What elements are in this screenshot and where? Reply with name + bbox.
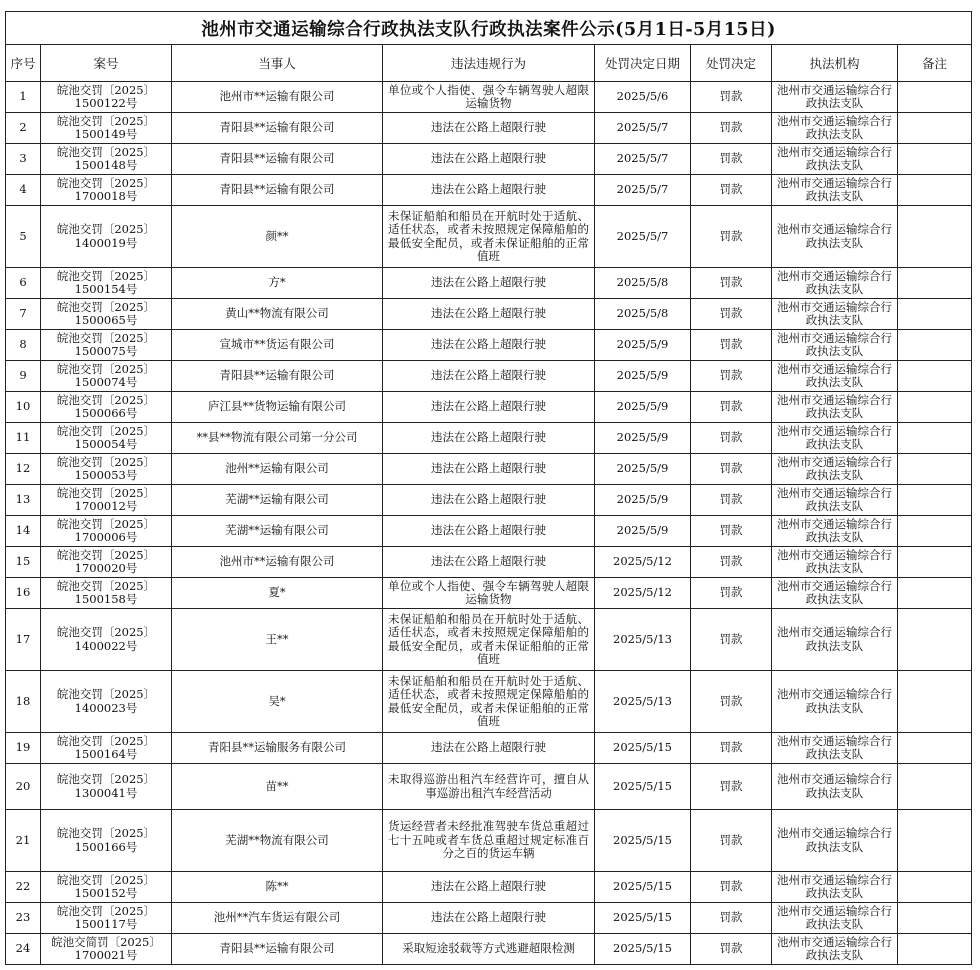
cell-case-number: 皖池交罚〔2025〕1500148号 <box>41 144 172 175</box>
table-row <box>6 361 972 392</box>
cell-case-number: 皖池交罚〔2025〕1500166号 <box>41 810 172 872</box>
table-row <box>6 733 972 764</box>
cell-case-number: 皖池交罚〔2025〕1500053号 <box>41 454 172 485</box>
cell-number: 6 <box>6 268 41 299</box>
cell-violation: 单位或个人指使、强令车辆驾驶人超限运输货物 <box>383 578 595 609</box>
header-cell: 序号 <box>6 45 41 82</box>
cell-decision: 罚款 <box>691 423 772 454</box>
cell-decision-date: 2025/5/7 <box>595 175 691 206</box>
cell-number: 10 <box>6 392 41 423</box>
cell-decision: 罚款 <box>691 82 772 113</box>
table-row <box>6 113 972 144</box>
cell-decision-date: 2025/5/15 <box>595 764 691 810</box>
cell-party: 黄山**物流有限公司 <box>172 299 383 330</box>
table-row <box>6 547 972 578</box>
cell-party: 池州**运输有限公司 <box>172 454 383 485</box>
header-cell: 当事人 <box>172 45 383 82</box>
cell-party: 池州市**运输有限公司 <box>172 82 383 113</box>
cell-case-number: 皖池交罚〔2025〕1500117号 <box>41 903 172 934</box>
cell-agency: 池州市交通运输综合行政执法支队 <box>772 361 898 392</box>
cell-case-number: 皖池交罚〔2025〕1700012号 <box>41 485 172 516</box>
table-row <box>6 392 972 423</box>
cell-decision: 罚款 <box>691 330 772 361</box>
cell-party: 芜湖**物流有限公司 <box>172 810 383 872</box>
cell-agency: 池州市交通运输综合行政执法支队 <box>772 113 898 144</box>
cell-agency: 池州市交通运输综合行政执法支队 <box>772 392 898 423</box>
cell-party: 青阳县**运输有限公司 <box>172 361 383 392</box>
cell-violation: 单位或个人指使、强令车辆驾驶人超限运输货物 <box>383 82 595 113</box>
cell-party: 池州**汽车货运有限公司 <box>172 903 383 934</box>
cell-decision-date: 2025/5/9 <box>595 423 691 454</box>
cell-agency: 池州市交通运输综合行政执法支队 <box>772 175 898 206</box>
cell-case-number: 皖池交罚〔2025〕1500065号 <box>41 299 172 330</box>
table-row <box>6 578 972 609</box>
cell-party: 芜湖**运输有限公司 <box>172 516 383 547</box>
cell-number: 20 <box>6 764 41 810</box>
cell-remark <box>898 671 972 733</box>
table-row <box>6 454 972 485</box>
cell-agency: 池州市交通运输综合行政执法支队 <box>772 330 898 361</box>
cell-violation: 采取短途驳载等方式逃避超限检测 <box>383 934 595 965</box>
cell-case-number: 皖池交罚〔2025〕1400022号 <box>41 609 172 671</box>
table-row <box>6 175 972 206</box>
cell-remark <box>898 609 972 671</box>
cell-decision: 罚款 <box>691 144 772 175</box>
cell-party: **县**物流有限公司第一分公司 <box>172 423 383 454</box>
table-row <box>6 330 972 361</box>
cell-agency: 池州市交通运输综合行政执法支队 <box>772 454 898 485</box>
cell-agency: 池州市交通运输综合行政执法支队 <box>772 872 898 903</box>
cell-remark <box>898 392 972 423</box>
cell-violation: 违法在公路上超限行驶 <box>383 485 595 516</box>
cell-case-number: 皖池交罚〔2025〕1500066号 <box>41 392 172 423</box>
cell-violation: 未保证船舶和船员在开航时处于适航、适任状态，或者未按照规定保障船舶的最低安全配员，或者未保证船舶的正常值班 <box>383 206 595 268</box>
cell-decision: 罚款 <box>691 764 772 810</box>
cell-agency: 池州市交通运输综合行政执法支队 <box>772 268 898 299</box>
cell-case-number: 皖池交罚〔2025〕1700020号 <box>41 547 172 578</box>
header-cell: 处罚决定 <box>691 45 772 82</box>
cell-agency: 池州市交通运输综合行政执法支队 <box>772 578 898 609</box>
cell-violation: 未取得巡游出租汽车经营许可，擅自从事巡游出租汽车经营活动 <box>383 764 595 810</box>
table-row <box>6 144 972 175</box>
cell-decision: 罚款 <box>691 733 772 764</box>
cell-decision-date: 2025/5/15 <box>595 733 691 764</box>
cell-remark <box>898 361 972 392</box>
cell-case-number: 皖池交罚〔2025〕1500074号 <box>41 361 172 392</box>
cell-decision-date: 2025/5/12 <box>595 547 691 578</box>
cell-decision-date: 2025/5/7 <box>595 113 691 144</box>
cell-number: 21 <box>6 810 41 872</box>
cell-party: 颜** <box>172 206 383 268</box>
cell-number: 17 <box>6 609 41 671</box>
cell-violation: 违法在公路上超限行驶 <box>383 144 595 175</box>
cell-case-number: 皖池交罚〔2025〕1700018号 <box>41 175 172 206</box>
case-table <box>5 11 972 965</box>
cell-violation: 违法在公路上超限行驶 <box>383 175 595 206</box>
header-cell: 备注 <box>898 45 972 82</box>
cell-remark <box>898 764 972 810</box>
cell-party: 池州市**运输有限公司 <box>172 547 383 578</box>
table-row <box>6 934 972 965</box>
cell-decision: 罚款 <box>691 175 772 206</box>
cell-decision: 罚款 <box>691 578 772 609</box>
cell-remark <box>898 733 972 764</box>
cell-party: 夏* <box>172 578 383 609</box>
cell-decision-date: 2025/5/8 <box>595 299 691 330</box>
cell-agency: 池州市交通运输综合行政执法支队 <box>772 733 898 764</box>
cell-remark <box>898 423 972 454</box>
cell-violation: 违法在公路上超限行驶 <box>383 113 595 144</box>
cell-violation: 违法在公路上超限行驶 <box>383 392 595 423</box>
cell-party: 苗** <box>172 764 383 810</box>
cell-agency: 池州市交通运输综合行政执法支队 <box>772 423 898 454</box>
cell-party: 庐江县**货物运输有限公司 <box>172 392 383 423</box>
cell-decision-date: 2025/5/15 <box>595 934 691 965</box>
cell-case-number: 皖池交罚〔2025〕1700006号 <box>41 516 172 547</box>
cell-party: 宣城市**货运有限公司 <box>172 330 383 361</box>
cell-violation: 货运经营者未经批准驾驶车货总重超过七十五吨或者车货总重超过规定标准百分之百的货运车辆 <box>383 810 595 872</box>
cell-decision-date: 2025/5/8 <box>595 268 691 299</box>
cell-number: 7 <box>6 299 41 330</box>
table-row <box>6 423 972 454</box>
cell-case-number: 皖池交罚〔2025〕1500075号 <box>41 330 172 361</box>
cell-number: 4 <box>6 175 41 206</box>
cell-number: 5 <box>6 206 41 268</box>
table-body <box>6 82 972 965</box>
cell-decision: 罚款 <box>691 934 772 965</box>
cell-decision-date: 2025/5/9 <box>595 454 691 485</box>
cell-party: 青阳县**运输有限公司 <box>172 175 383 206</box>
table-row <box>6 268 972 299</box>
header-cell: 执法机构 <box>772 45 898 82</box>
cell-remark <box>898 934 972 965</box>
cell-decision: 罚款 <box>691 392 772 423</box>
table-row <box>6 82 972 113</box>
cell-violation: 违法在公路上超限行驶 <box>383 299 595 330</box>
cell-violation: 违法在公路上超限行驶 <box>383 454 595 485</box>
cell-party: 青阳县**运输有限公司 <box>172 144 383 175</box>
cell-decision: 罚款 <box>691 268 772 299</box>
cell-decision: 罚款 <box>691 547 772 578</box>
cell-remark <box>898 113 972 144</box>
cell-party: 芜湖**运输有限公司 <box>172 485 383 516</box>
cell-decision: 罚款 <box>691 361 772 392</box>
cell-remark <box>898 299 972 330</box>
cell-agency: 池州市交通运输综合行政执法支队 <box>772 764 898 810</box>
cell-remark <box>898 516 972 547</box>
cell-violation: 违法在公路上超限行驶 <box>383 330 595 361</box>
cell-case-number: 皖池交罚〔2025〕1500158号 <box>41 578 172 609</box>
cell-number: 15 <box>6 547 41 578</box>
cell-remark <box>898 872 972 903</box>
cell-party: 方* <box>172 268 383 299</box>
cell-decision-date: 2025/5/15 <box>595 903 691 934</box>
cell-violation: 未保证船舶和船员在开航时处于适航、适任状态，或者未按照规定保障船舶的最低安全配员，或者未保证船舶的正常值班 <box>383 671 595 733</box>
cell-decision: 罚款 <box>691 113 772 144</box>
cell-decision-date: 2025/5/7 <box>595 206 691 268</box>
table-row <box>6 671 972 733</box>
cell-decision-date: 2025/5/9 <box>595 485 691 516</box>
cell-decision: 罚款 <box>691 299 772 330</box>
cell-number: 8 <box>6 330 41 361</box>
cell-remark <box>898 268 972 299</box>
cell-remark <box>898 903 972 934</box>
cell-number: 11 <box>6 423 41 454</box>
header-cell: 违法违规行为 <box>383 45 595 82</box>
cell-number: 16 <box>6 578 41 609</box>
cell-case-number: 皖池交罚〔2025〕1500122号 <box>41 82 172 113</box>
cell-number: 19 <box>6 733 41 764</box>
cell-remark <box>898 578 972 609</box>
cell-decision-date: 2025/5/9 <box>595 330 691 361</box>
table-row <box>6 206 972 268</box>
cell-number: 1 <box>6 82 41 113</box>
cell-remark <box>898 144 972 175</box>
table-row <box>6 516 972 547</box>
cell-violation: 违法在公路上超限行驶 <box>383 423 595 454</box>
cell-decision-date: 2025/5/9 <box>595 361 691 392</box>
cell-decision-date: 2025/5/6 <box>595 82 691 113</box>
cell-agency: 池州市交通运输综合行政执法支队 <box>772 903 898 934</box>
cell-decision-date: 2025/5/13 <box>595 671 691 733</box>
cell-party: 青阳县**运输有限公司 <box>172 113 383 144</box>
cell-violation: 违法在公路上超限行驶 <box>383 872 595 903</box>
cell-case-number: 皖池交罚〔2025〕1500154号 <box>41 268 172 299</box>
cell-agency: 池州市交通运输综合行政执法支队 <box>772 516 898 547</box>
cell-decision: 罚款 <box>691 671 772 733</box>
table-row <box>6 872 972 903</box>
cell-case-number: 皖池交罚〔2025〕1500054号 <box>41 423 172 454</box>
cell-number: 2 <box>6 113 41 144</box>
cell-number: 3 <box>6 144 41 175</box>
cell-agency: 池州市交通运输综合行政执法支队 <box>772 609 898 671</box>
cell-remark <box>898 547 972 578</box>
cell-case-number: 皖池交罚〔2025〕1500152号 <box>41 872 172 903</box>
table-row <box>6 609 972 671</box>
cell-agency: 池州市交通运输综合行政执法支队 <box>772 206 898 268</box>
cell-agency: 池州市交通运输综合行政执法支队 <box>772 547 898 578</box>
cell-decision-date: 2025/5/15 <box>595 810 691 872</box>
cell-remark <box>898 175 972 206</box>
cell-agency: 池州市交通运输综合行政执法支队 <box>772 82 898 113</box>
table-row <box>6 299 972 330</box>
cell-decision-date: 2025/5/9 <box>595 516 691 547</box>
cell-number: 18 <box>6 671 41 733</box>
cell-agency: 池州市交通运输综合行政执法支队 <box>772 144 898 175</box>
cell-case-number: 皖池交简罚〔2025〕1700021号 <box>41 934 172 965</box>
table-row <box>6 903 972 934</box>
table-row <box>6 764 972 810</box>
cell-number: 23 <box>6 903 41 934</box>
cell-number: 14 <box>6 516 41 547</box>
cell-remark <box>898 330 972 361</box>
cell-remark <box>898 485 972 516</box>
cell-case-number: 皖池交罚〔2025〕1400023号 <box>41 671 172 733</box>
cell-violation: 违法在公路上超限行驶 <box>383 733 595 764</box>
cell-case-number: 皖池交罚〔2025〕1500164号 <box>41 733 172 764</box>
header-row <box>6 45 972 82</box>
cell-decision: 罚款 <box>691 516 772 547</box>
table-title: 池州市交通运输综合行政执法支队行政执法案件公示(5月1日-5月15日) <box>6 12 972 45</box>
cell-party: 青阳县**运输服务有限公司 <box>172 733 383 764</box>
cell-decision-date: 2025/5/7 <box>595 144 691 175</box>
header-cell: 处罚决定日期 <box>595 45 691 82</box>
cell-party: 吴* <box>172 671 383 733</box>
cell-decision-date: 2025/5/9 <box>595 392 691 423</box>
cell-agency: 池州市交通运输综合行政执法支队 <box>772 671 898 733</box>
cell-violation: 违法在公路上超限行驶 <box>383 516 595 547</box>
cell-number: 9 <box>6 361 41 392</box>
cell-party: 王** <box>172 609 383 671</box>
cell-agency: 池州市交通运输综合行政执法支队 <box>772 810 898 872</box>
cell-remark <box>898 454 972 485</box>
cell-agency: 池州市交通运输综合行政执法支队 <box>772 299 898 330</box>
cell-number: 13 <box>6 485 41 516</box>
cell-case-number: 皖池交罚〔2025〕1300041号 <box>41 764 172 810</box>
cell-decision: 罚款 <box>691 872 772 903</box>
cell-decision: 罚款 <box>691 454 772 485</box>
table-row <box>6 810 972 872</box>
cell-decision: 罚款 <box>691 903 772 934</box>
cell-decision: 罚款 <box>691 810 772 872</box>
cell-number: 22 <box>6 872 41 903</box>
cell-agency: 池州市交通运输综合行政执法支队 <box>772 934 898 965</box>
cell-decision-date: 2025/5/15 <box>595 872 691 903</box>
cell-number: 24 <box>6 934 41 965</box>
cell-decision-date: 2025/5/13 <box>595 609 691 671</box>
cell-remark <box>898 82 972 113</box>
cell-decision: 罚款 <box>691 485 772 516</box>
cell-party: 陈** <box>172 872 383 903</box>
cell-case-number: 皖池交罚〔2025〕1400019号 <box>41 206 172 268</box>
header-cell: 案号 <box>41 45 172 82</box>
cell-violation: 违法在公路上超限行驶 <box>383 903 595 934</box>
cell-decision: 罚款 <box>691 609 772 671</box>
cell-decision-date: 2025/5/12 <box>595 578 691 609</box>
cell-agency: 池州市交通运输综合行政执法支队 <box>772 485 898 516</box>
cell-case-number: 皖池交罚〔2025〕1500149号 <box>41 113 172 144</box>
cell-violation: 违法在公路上超限行驶 <box>383 547 595 578</box>
cell-violation: 违法在公路上超限行驶 <box>383 268 595 299</box>
cell-number: 12 <box>6 454 41 485</box>
cell-party: 青阳县**运输有限公司 <box>172 934 383 965</box>
cell-remark <box>898 206 972 268</box>
table-row <box>6 485 972 516</box>
cell-violation: 违法在公路上超限行驶 <box>383 361 595 392</box>
cell-decision: 罚款 <box>691 206 772 268</box>
cell-violation: 未保证船舶和船员在开航时处于适航、适任状态，或者未按照规定保障船舶的最低安全配员，或者未保证船舶的正常值班 <box>383 609 595 671</box>
cell-remark <box>898 810 972 872</box>
